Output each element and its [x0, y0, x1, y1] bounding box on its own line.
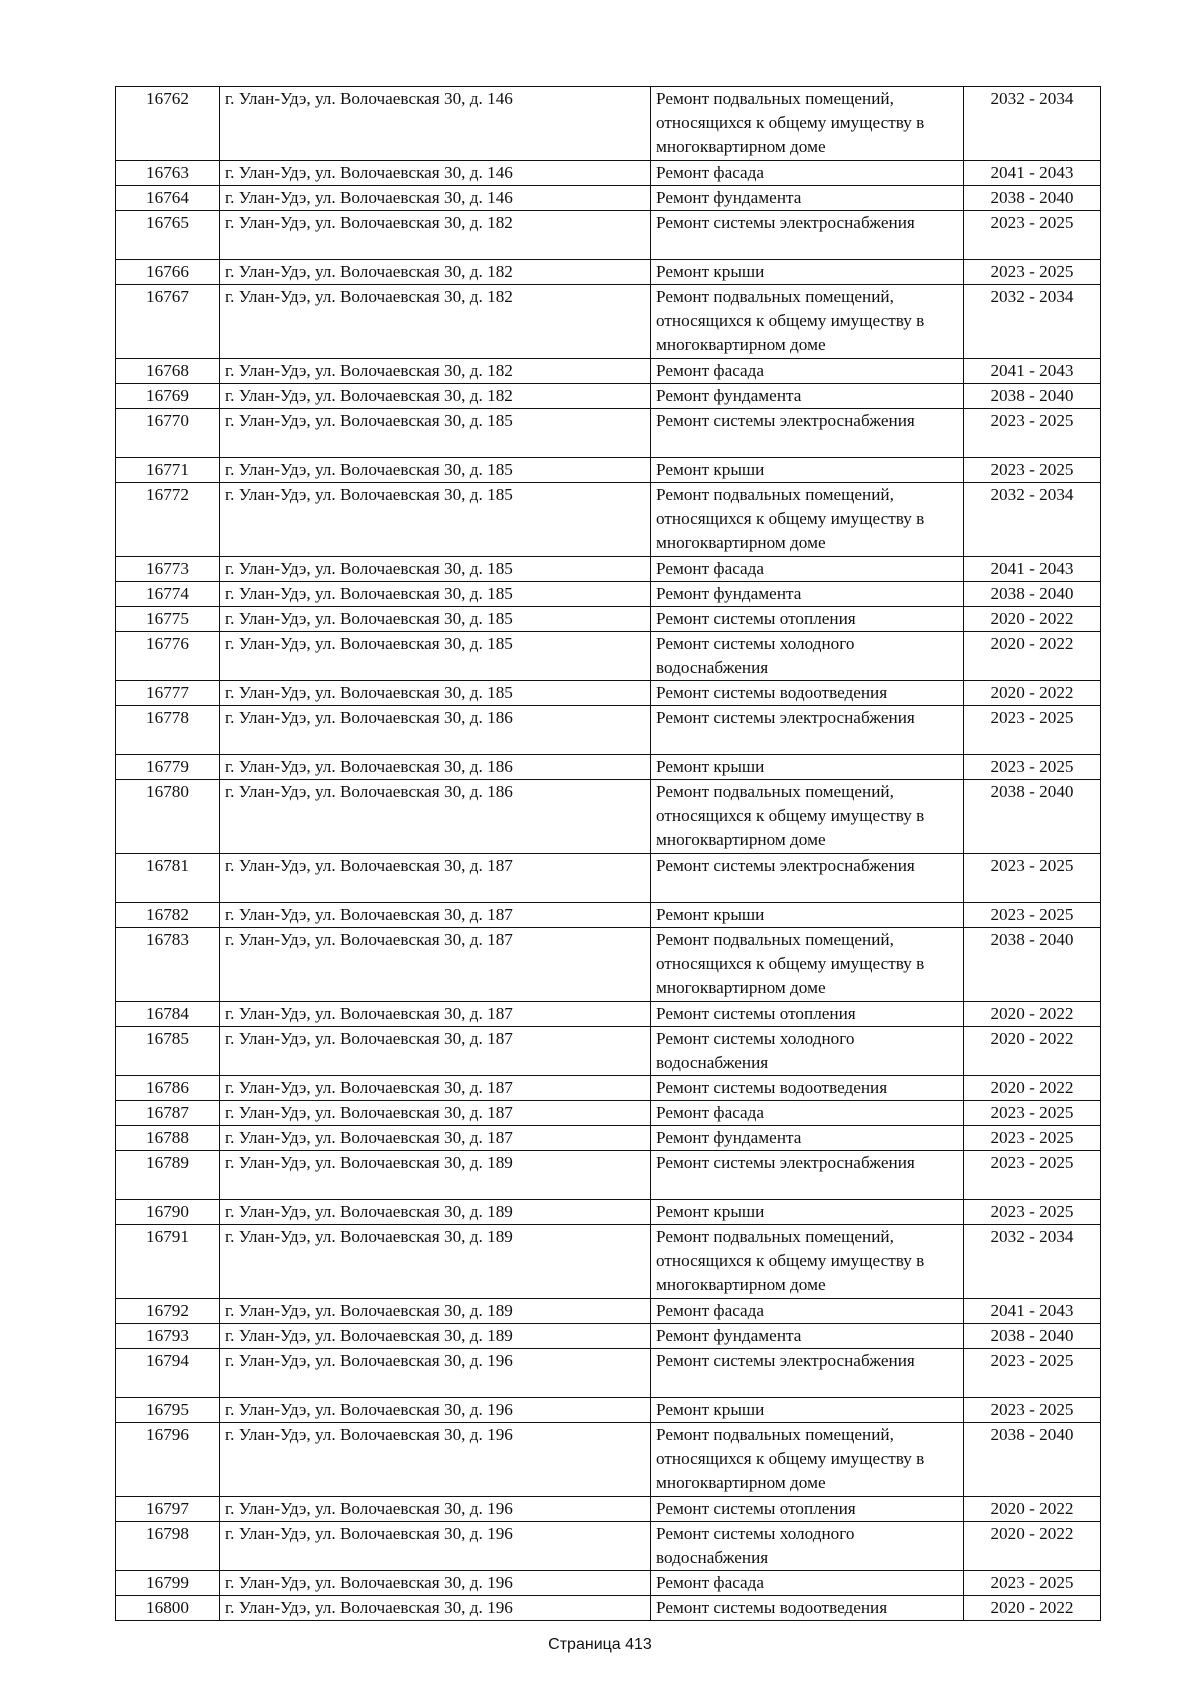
row-number: 16763: [116, 161, 220, 186]
row-address: г. Улан-Удэ, ул. Волочаевская 30, д. 196: [220, 1398, 651, 1423]
table-row: [116, 681, 1101, 706]
row-number: 16765: [116, 211, 220, 260]
row-work-type: Ремонт системы электроснабжения: [651, 211, 964, 260]
row-period: 2023 - 2025: [964, 1101, 1101, 1126]
row-period: 2020 - 2022: [964, 1522, 1101, 1571]
table-row: [116, 161, 1101, 186]
table-row: [116, 607, 1101, 632]
row-period: 2041 - 2043: [964, 1299, 1101, 1324]
row-work-type: Ремонт системы водоотведения: [651, 681, 964, 706]
row-address: г. Улан-Удэ, ул. Волочаевская 30, д. 146: [220, 87, 651, 161]
row-period: 2032 - 2034: [964, 1225, 1101, 1299]
row-address: г. Улан-Удэ, ул. Волочаевская 30, д. 182: [220, 211, 651, 260]
row-number: 16797: [116, 1497, 220, 1522]
row-address: г. Улан-Удэ, ул. Волочаевская 30, д. 189: [220, 1151, 651, 1200]
row-period: 2038 - 2040: [964, 186, 1101, 211]
row-number: 16768: [116, 359, 220, 384]
row-work-type: Ремонт фундамента: [651, 384, 964, 409]
row-period: 2023 - 2025: [964, 755, 1101, 780]
row-number: 16794: [116, 1349, 220, 1398]
row-work-type: Ремонт фасада: [651, 1571, 964, 1596]
row-address: г. Улан-Удэ, ул. Волочаевская 30, д. 196: [220, 1596, 651, 1621]
row-work-type: Ремонт фасада: [651, 1299, 964, 1324]
row-work-type: Ремонт крыши: [651, 458, 964, 483]
row-number: 16795: [116, 1398, 220, 1423]
row-work-type: Ремонт системы электроснабжения: [651, 1349, 964, 1398]
row-address: г. Улан-Удэ, ул. Волочаевская 30, д. 182: [220, 359, 651, 384]
row-number: 16778: [116, 706, 220, 755]
row-work-type: Ремонт системы отопления: [651, 1002, 964, 1027]
table-row: [116, 755, 1101, 780]
row-period: 2020 - 2022: [964, 1076, 1101, 1101]
row-address: г. Улан-Удэ, ул. Волочаевская 30, д. 189: [220, 1200, 651, 1225]
row-number: 16769: [116, 384, 220, 409]
row-address: г. Улан-Удэ, ул. Волочаевская 30, д. 146: [220, 186, 651, 211]
row-number: 16789: [116, 1151, 220, 1200]
row-number: 16780: [116, 780, 220, 854]
table-row: [116, 1151, 1101, 1200]
table-row: [116, 409, 1101, 458]
row-work-type: Ремонт крыши: [651, 903, 964, 928]
table-row: [116, 285, 1101, 359]
row-address: г. Улан-Удэ, ул. Волочаевская 30, д. 186: [220, 780, 651, 854]
row-period: 2032 - 2034: [964, 285, 1101, 359]
row-address: г. Улан-Удэ, ул. Волочаевская 30, д. 189: [220, 1324, 651, 1349]
table-row: [116, 260, 1101, 285]
row-period: 2023 - 2025: [964, 903, 1101, 928]
row-number: 16798: [116, 1522, 220, 1571]
table-row: [116, 186, 1101, 211]
row-period: 2038 - 2040: [964, 582, 1101, 607]
table-row: [116, 632, 1101, 681]
row-work-type: Ремонт фундамента: [651, 1324, 964, 1349]
row-number: 16788: [116, 1126, 220, 1151]
row-number: 16796: [116, 1423, 220, 1497]
row-address: г. Улан-Удэ, ул. Волочаевская 30, д. 187: [220, 903, 651, 928]
row-work-type: Ремонт подвальных помещений, относящихся к общему имуществу в многоквартирном доме: [651, 1423, 964, 1497]
row-work-type: Ремонт фасада: [651, 557, 964, 582]
row-address: г. Улан-Удэ, ул. Волочаевская 30, д. 185: [220, 632, 651, 681]
row-address: г. Улан-Удэ, ул. Волочаевская 30, д. 182: [220, 384, 651, 409]
row-number: 16766: [116, 260, 220, 285]
page-number: Страница 413: [548, 1636, 652, 1653]
table-row: [116, 780, 1101, 854]
table-row: [116, 1200, 1101, 1225]
row-period: 2020 - 2022: [964, 632, 1101, 681]
table-row: [116, 1324, 1101, 1349]
row-number: 16800: [116, 1596, 220, 1621]
row-number: 16777: [116, 681, 220, 706]
table-row: [116, 1571, 1101, 1596]
row-address: г. Улан-Удэ, ул. Волочаевская 30, д. 189: [220, 1225, 651, 1299]
row-number: 16764: [116, 186, 220, 211]
table-row: [116, 384, 1101, 409]
row-address: г. Улан-Удэ, ул. Волочаевская 30, д. 187: [220, 928, 651, 1002]
row-address: г. Улан-Удэ, ул. Волочаевская 30, д. 187: [220, 854, 651, 903]
table-row: [116, 706, 1101, 755]
row-work-type: Ремонт подвальных помещений, относящихся к общему имуществу в многоквартирном доме: [651, 87, 964, 161]
row-period: 2038 - 2040: [964, 1324, 1101, 1349]
row-period: 2020 - 2022: [964, 1497, 1101, 1522]
row-work-type: Ремонт подвальных помещений, относящихся к общему имуществу в многоквартирном доме: [651, 483, 964, 557]
row-period: 2032 - 2034: [964, 483, 1101, 557]
row-address: г. Улан-Удэ, ул. Волочаевская 30, д. 185: [220, 681, 651, 706]
row-address: г. Улан-Удэ, ул. Волочаевская 30, д. 185: [220, 607, 651, 632]
row-number: 16785: [116, 1027, 220, 1076]
row-address: г. Улан-Удэ, ул. Волочаевская 30, д. 187: [220, 1101, 651, 1126]
table-row: [116, 1126, 1101, 1151]
row-work-type: Ремонт системы холодного водоснабжения: [651, 1522, 964, 1571]
row-work-type: Ремонт системы отопления: [651, 1497, 964, 1522]
row-period: 2023 - 2025: [964, 409, 1101, 458]
row-work-type: Ремонт фасада: [651, 359, 964, 384]
row-period: 2020 - 2022: [964, 1596, 1101, 1621]
row-number: 16786: [116, 1076, 220, 1101]
row-work-type: Ремонт системы водоотведения: [651, 1076, 964, 1101]
table-row: [116, 87, 1101, 161]
row-number: 16787: [116, 1101, 220, 1126]
row-address: г. Улан-Удэ, ул. Волочаевская 30, д. 187: [220, 1126, 651, 1151]
row-work-type: Ремонт фасада: [651, 161, 964, 186]
row-number: 16790: [116, 1200, 220, 1225]
row-work-type: Ремонт системы электроснабжения: [651, 409, 964, 458]
row-work-type: Ремонт крыши: [651, 1398, 964, 1423]
row-address: г. Улан-Удэ, ул. Волочаевская 30, д. 185: [220, 582, 651, 607]
row-number: 16791: [116, 1225, 220, 1299]
table-body: [116, 87, 1101, 1621]
row-number: 16792: [116, 1299, 220, 1324]
row-work-type: Ремонт системы холодного водоснабжения: [651, 1027, 964, 1076]
row-work-type: Ремонт крыши: [651, 1200, 964, 1225]
row-number: 16762: [116, 87, 220, 161]
row-period: 2023 - 2025: [964, 1349, 1101, 1398]
row-period: 2041 - 2043: [964, 359, 1101, 384]
row-period: 2041 - 2043: [964, 557, 1101, 582]
row-address: г. Улан-Удэ, ул. Волочаевская 30, д. 196: [220, 1497, 651, 1522]
row-period: 2020 - 2022: [964, 1027, 1101, 1076]
row-period: 2038 - 2040: [964, 1423, 1101, 1497]
table-row: [116, 1027, 1101, 1076]
table-row: [116, 1349, 1101, 1398]
row-work-type: Ремонт крыши: [651, 260, 964, 285]
row-period: 2023 - 2025: [964, 706, 1101, 755]
row-work-type: Ремонт подвальных помещений, относящихся к общему имуществу в многоквартирном доме: [651, 285, 964, 359]
table-row: [116, 1002, 1101, 1027]
table-row: [116, 557, 1101, 582]
row-number: 16776: [116, 632, 220, 681]
row-address: г. Улан-Удэ, ул. Волочаевская 30, д. 186: [220, 755, 651, 780]
table-row: [116, 1522, 1101, 1571]
row-period: 2023 - 2025: [964, 1200, 1101, 1225]
row-period: 2032 - 2034: [964, 87, 1101, 161]
row-address: г. Улан-Удэ, ул. Волочаевская 30, д. 186: [220, 706, 651, 755]
table-row: [116, 903, 1101, 928]
row-number: 16782: [116, 903, 220, 928]
row-period: 2023 - 2025: [964, 1571, 1101, 1596]
row-work-type: Ремонт подвальных помещений, относящихся к общему имуществу в многоквартирном доме: [651, 1225, 964, 1299]
row-work-type: Ремонт системы отопления: [651, 607, 964, 632]
row-period: 2023 - 2025: [964, 458, 1101, 483]
row-work-type: Ремонт фундамента: [651, 186, 964, 211]
row-period: 2041 - 2043: [964, 161, 1101, 186]
table-row: [116, 1076, 1101, 1101]
row-number: 16799: [116, 1571, 220, 1596]
row-work-type: Ремонт фундамента: [651, 1126, 964, 1151]
row-address: г. Улан-Удэ, ул. Волочаевская 30, д. 196: [220, 1423, 651, 1497]
table-row: [116, 1423, 1101, 1497]
row-address: г. Улан-Удэ, ул. Волочаевская 30, д. 182: [220, 285, 651, 359]
table-row: [116, 483, 1101, 557]
row-work-type: Ремонт системы водоотведения: [651, 1596, 964, 1621]
row-period: 2038 - 2040: [964, 928, 1101, 1002]
row-number: 16793: [116, 1324, 220, 1349]
row-address: г. Улан-Удэ, ул. Волочаевская 30, д. 187: [220, 1076, 651, 1101]
row-work-type: Ремонт системы холодного водоснабжения: [651, 632, 964, 681]
row-address: г. Улан-Удэ, ул. Волочаевская 30, д. 185: [220, 557, 651, 582]
row-period: 2020 - 2022: [964, 1002, 1101, 1027]
row-number: 16773: [116, 557, 220, 582]
table-row: [116, 1299, 1101, 1324]
table-row: [116, 1398, 1101, 1423]
row-number: 16774: [116, 582, 220, 607]
table-row: [116, 928, 1101, 1002]
row-period: 2023 - 2025: [964, 211, 1101, 260]
row-work-type: Ремонт подвальных помещений, относящихся к общему имуществу в многоквартирном доме: [651, 928, 964, 1002]
row-address: г. Улан-Удэ, ул. Волочаевская 30, д. 189: [220, 1299, 651, 1324]
row-address: г. Улан-Удэ, ул. Волочаевская 30, д. 196: [220, 1571, 651, 1596]
row-address: г. Улан-Удэ, ул. Волочаевская 30, д. 185: [220, 409, 651, 458]
row-work-type: Ремонт системы электроснабжения: [651, 854, 964, 903]
row-work-type: Ремонт системы электроснабжения: [651, 706, 964, 755]
row-work-type: Ремонт фундамента: [651, 582, 964, 607]
row-number: 16784: [116, 1002, 220, 1027]
row-period: 2038 - 2040: [964, 780, 1101, 854]
row-work-type: Ремонт крыши: [651, 755, 964, 780]
row-address: г. Улан-Удэ, ул. Волочаевская 30, д. 146: [220, 161, 651, 186]
table-row: [116, 458, 1101, 483]
table-row: [116, 1101, 1101, 1126]
row-address: г. Улан-Удэ, ул. Волочаевская 30, д. 185: [220, 458, 651, 483]
table-row: [116, 1225, 1101, 1299]
table-row: [116, 359, 1101, 384]
row-period: 2020 - 2022: [964, 681, 1101, 706]
row-address: г. Улан-Удэ, ул. Волочаевская 30, д. 187: [220, 1027, 651, 1076]
row-number: 16771: [116, 458, 220, 483]
row-address: г. Улан-Удэ, ул. Волочаевская 30, д. 182: [220, 260, 651, 285]
row-period: 2038 - 2040: [964, 384, 1101, 409]
row-address: г. Улан-Удэ, ул. Волочаевская 30, д. 185: [220, 483, 651, 557]
row-period: 2023 - 2025: [964, 854, 1101, 903]
row-work-type: Ремонт подвальных помещений, относящихся к общему имуществу в многоквартирном доме: [651, 780, 964, 854]
row-number: 16770: [116, 409, 220, 458]
row-period: 2023 - 2025: [964, 1151, 1101, 1200]
table-row: [116, 854, 1101, 903]
row-number: 16775: [116, 607, 220, 632]
row-number: 16783: [116, 928, 220, 1002]
row-address: г. Улан-Удэ, ул. Волочаевская 30, д. 187: [220, 1002, 651, 1027]
row-number: 16779: [116, 755, 220, 780]
row-number: 16772: [116, 483, 220, 557]
row-work-type: Ремонт фасада: [651, 1101, 964, 1126]
repair-schedule-table: [115, 86, 1101, 1621]
row-address: г. Улан-Удэ, ул. Волочаевская 30, д. 196: [220, 1522, 651, 1571]
table-row: [116, 1596, 1101, 1621]
row-period: 2023 - 2025: [964, 260, 1101, 285]
row-number: 16767: [116, 285, 220, 359]
row-work-type: Ремонт системы электроснабжения: [651, 1151, 964, 1200]
table-row: [116, 211, 1101, 260]
row-period: 2023 - 2025: [964, 1126, 1101, 1151]
row-address: г. Улан-Удэ, ул. Волочаевская 30, д. 196: [220, 1349, 651, 1398]
row-period: 2023 - 2025: [964, 1398, 1101, 1423]
row-period: 2020 - 2022: [964, 607, 1101, 632]
table-row: [116, 1497, 1101, 1522]
table-row: [116, 582, 1101, 607]
row-number: 16781: [116, 854, 220, 903]
